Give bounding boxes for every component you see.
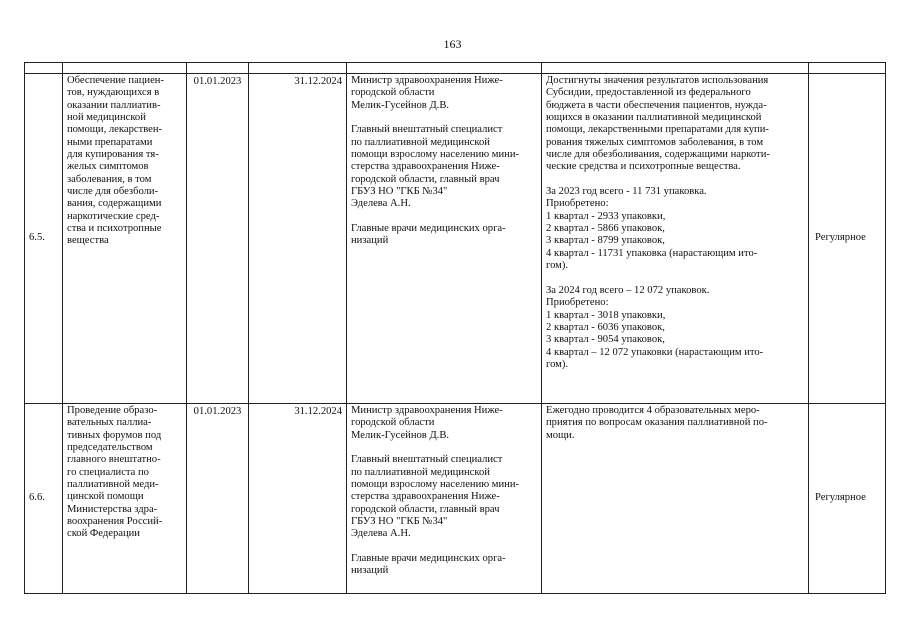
measure-title: Проведение образо- вательных паллиа- тивных форумов под председательством главного внештатно- го специалиста по паллиативной меди- цинской помощи Министерства здра- воохранения Россий- ской Федерации xyxy=(67,405,163,540)
header-cell xyxy=(63,63,187,74)
result-cell xyxy=(542,74,809,404)
header-cell xyxy=(249,63,347,74)
status-cell: Регулярное xyxy=(809,404,886,594)
row-number: 6.5. xyxy=(25,74,63,404)
responsible-paragraph: Главные врачи медицинских орга- низаций xyxy=(351,223,506,247)
header-cell xyxy=(809,63,886,74)
page-number: 163 xyxy=(443,37,462,51)
header-cell xyxy=(25,63,63,74)
measure-title-cell xyxy=(63,74,187,404)
result-paragraph: Ежегодно проводится 4 образовательных меро- приятия по вопросам оказания паллиативной по- мощи. xyxy=(546,405,768,441)
table-header-row xyxy=(25,63,886,74)
header-cell xyxy=(187,63,249,74)
responsible-cell xyxy=(347,74,542,404)
result-paragraph: За 2024 год всего – 12 072 упаковок. Приобретено: 1 квартал - 3018 упаковки, 2 квартал - 6036 упаковок, 3 квартал - 9054 упаковок, 4 квартал – 12 072 упаковки (нарастающим ито- гом). xyxy=(546,284,764,370)
responsible-paragraph: Главный внештатный специалист по паллиативной медицинской помощи взрослому населению мини- стерства здравоохранения Ниже- городской области, главный врач ГБУЗ НО "ГКБ №34" Эделева А.Н. xyxy=(351,124,520,210)
start-date: 01.01.2023 xyxy=(187,74,249,404)
end-date: 31.12.2024 xyxy=(249,404,347,594)
header-cell xyxy=(542,63,809,74)
row-number: 6.6. xyxy=(25,404,63,594)
responsible-paragraph: Главные врачи медицинских орга- низаций xyxy=(351,553,506,577)
start-date: 01.01.2023 xyxy=(187,404,249,594)
table-row xyxy=(25,404,886,594)
end-date: 31.12.2024 xyxy=(249,74,347,404)
responsible-paragraph: Главный внештатный специалист по паллиативной медицинской помощи взрослому населению мини- стерства здравоохранения Ниже- городской области, главный врач ГБУЗ НО "ГКБ №34" Эделева А.Н. xyxy=(351,454,520,540)
responsible-paragraph: Министр здравоохранения Ниже- городской области Мелик-Гусейнов Д.В. xyxy=(351,75,503,111)
status-cell: Регулярное xyxy=(809,74,886,404)
responsible-paragraph: Министр здравоохранения Ниже- городской области Мелик-Гусейнов Д.В. xyxy=(351,405,503,441)
measure-title-cell xyxy=(63,404,187,594)
header-cell xyxy=(347,63,542,74)
result-cell xyxy=(542,404,809,594)
result-paragraph: Достигнуты значения результатов использования Субсидии, предоставленной из федерального бюджета в части обеспечения пациентов, нужда- ющихся в оказании паллиативной медицинской помощи, лекарственными препаратами для купи- рования тяжелых симптомов заболевания, в том числе для обезболивания, содержащими наркоти- ческие средства и психотропные вещества. xyxy=(546,75,770,173)
plan-table xyxy=(24,62,886,594)
measure-title: Обеспечение пациен- тов, нуждающихся в оказании паллиатив- ной медицинской помощи, лекарствен- ными препаратами для купирования тя- желых симптомов заболевания, в том числе для обезболи- вания, содержащими наркотические сред- ства и психотропные вещества xyxy=(67,75,165,247)
result-paragraph: За 2023 год всего - 11 731 упаковка. Приобретено: 1 квартал - 2933 упаковки, 2 квартал - 5866 упаковок, 3 квартал - 8799 упаковок, 4 квартал - 11731 упаковка (нарастающим ито- гом). xyxy=(546,186,758,272)
table-row xyxy=(25,74,886,404)
responsible-cell xyxy=(347,404,542,594)
